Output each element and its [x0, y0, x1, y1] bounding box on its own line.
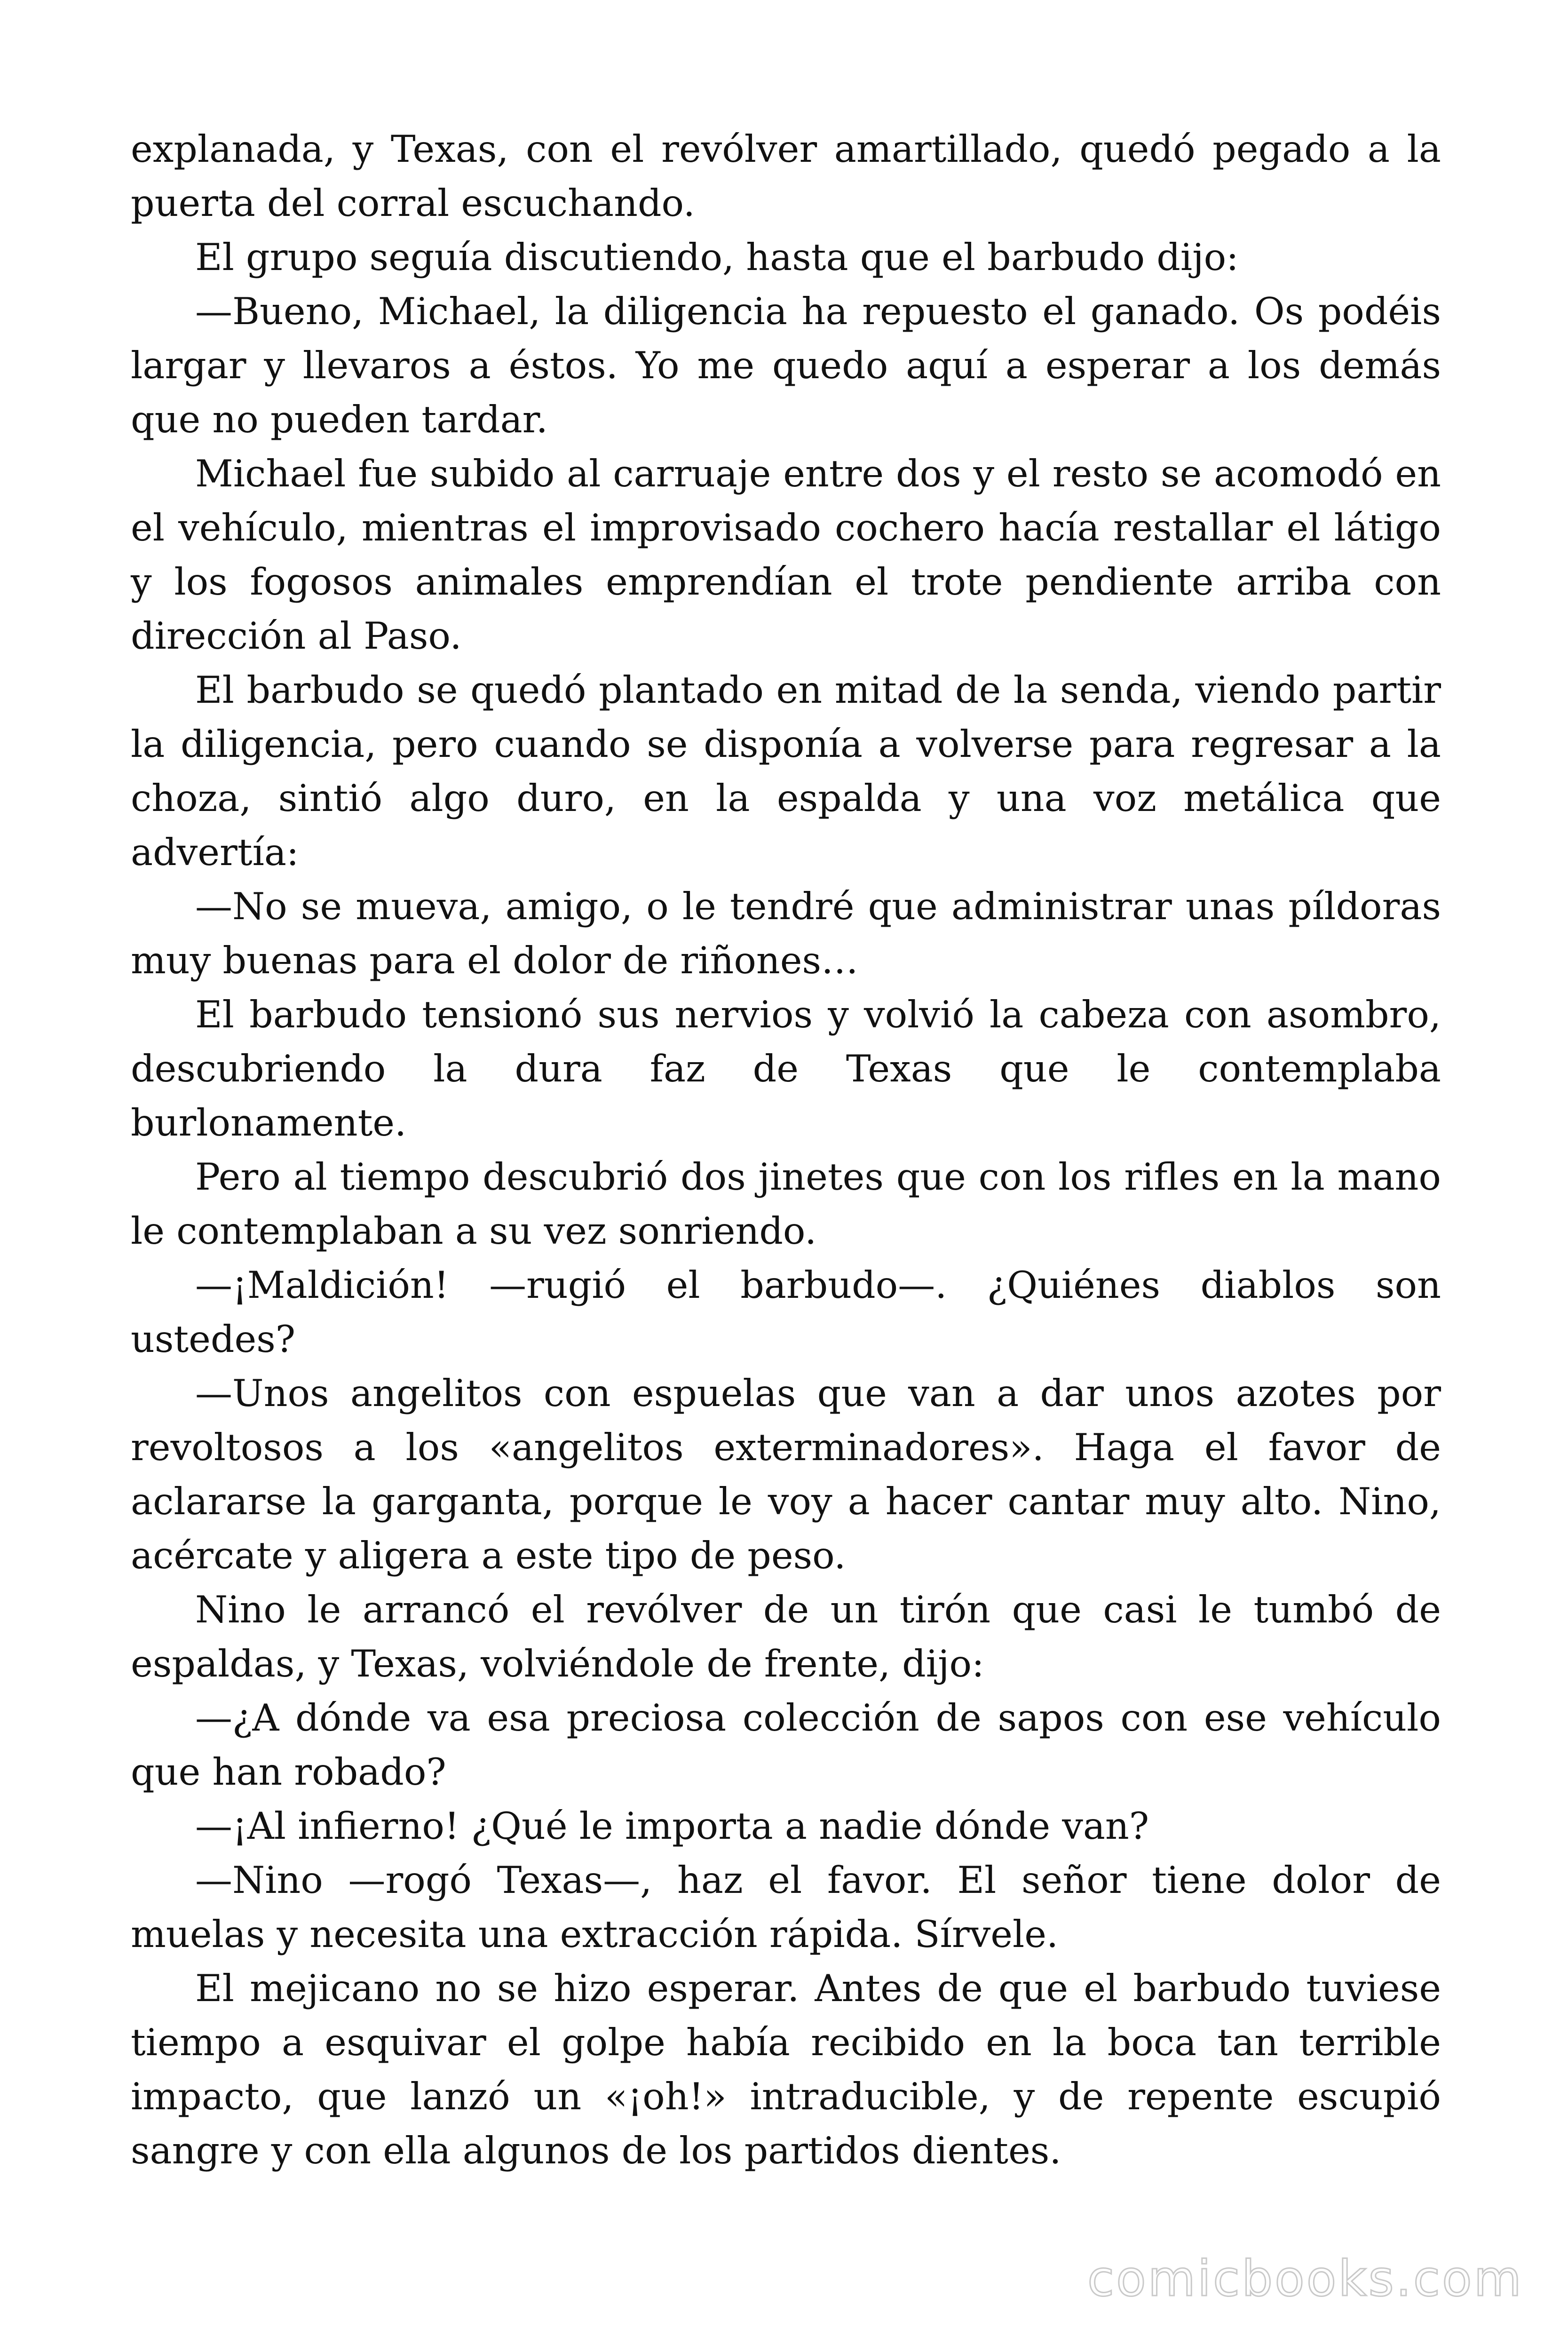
paragraph: El barbudo se quedó plantado en mitad de la senda, viendo partir la diligencia, pero cuando se disponía a volverse para regresar a la choza, sintió algo duro, en la espalda y una voz metálica que advertía:	[131, 668, 1441, 874]
paragraph: —Bueno, Michael, la diligencia ha repuesto el ganado. Os podéis largar y llevaros a éstos. Yo me quedo aquí a esperar a los demás que no pueden tardar.	[131, 290, 1441, 441]
paragraph: —Nino —rogó Texas—, haz el favor. El señor tiene dolor de muelas y necesita una extracción rápida. Sírvele.	[131, 1859, 1441, 1956]
watermark: comicbooks.com	[1087, 2250, 1523, 2307]
paragraph: Nino le arrancó el revólver de un tirón que casi le tumbó de espaldas, y Texas, volviéndole de frente, dijo:	[131, 1588, 1441, 1685]
page-body	[131, 122, 1441, 2178]
paragraph: —¡Al infierno! ¿Qué le importa a nadie dónde van?	[195, 1804, 1149, 1848]
paragraph: explanada, y Texas, con el revólver amartillado, quedó pegado a la puerta del corral escuchando.	[131, 127, 1441, 225]
paragraph: El barbudo tensionó sus nervios y volvió la cabeza con asombro, descubriendo la dura faz de Texas que le contemplaba burlonamente.	[131, 993, 1441, 1144]
paragraph: —Unos angelitos con espuelas que van a dar unos azotes por revoltosos a los «angelitos exterminadores». Haga el favor de aclararse la garganta, porque le voy a hacer cantar muy alto. Nino, acércate y aligera a este tipo de peso.	[131, 1372, 1441, 1577]
paragraph: Michael fue subido al carruaje entre dos y el resto se acomodó en el vehículo, mientras el improvisado cochero hacía restallar el látigo y los fogosos animales emprendían el trote pendiente arriba con dirección al Paso.	[131, 452, 1441, 658]
paragraph: —No se mueva, amigo, o le tendré que administrar unas píldoras muy buenas para el dolor de riñones…	[131, 885, 1441, 982]
paragraph: —¿A dónde va esa preciosa colección de sapos con ese vehículo que han robado?	[131, 1696, 1441, 1794]
paragraph: —¡Maldición! —rugió el barbudo—. ¿Quiénes diablos son ustedes?	[131, 1263, 1441, 1361]
paragraph: El grupo seguía discutiendo, hasta que el barbudo dijo:	[195, 236, 1239, 279]
paragraph: Pero al tiempo descubrió dos jinetes que con los rifles en la mano le contemplaban a su vez sonriendo.	[131, 1155, 1441, 1253]
paragraph: El mejicano no se hizo esperar. Antes de que el barbudo tuviese tiempo a esquivar el golpe había recibido en la boca tan terrible impacto, que lanzó un «¡oh!» intraducible, y de repente escupió sangre y con ella algunos de los partidos dientes.	[131, 1967, 1441, 2172]
